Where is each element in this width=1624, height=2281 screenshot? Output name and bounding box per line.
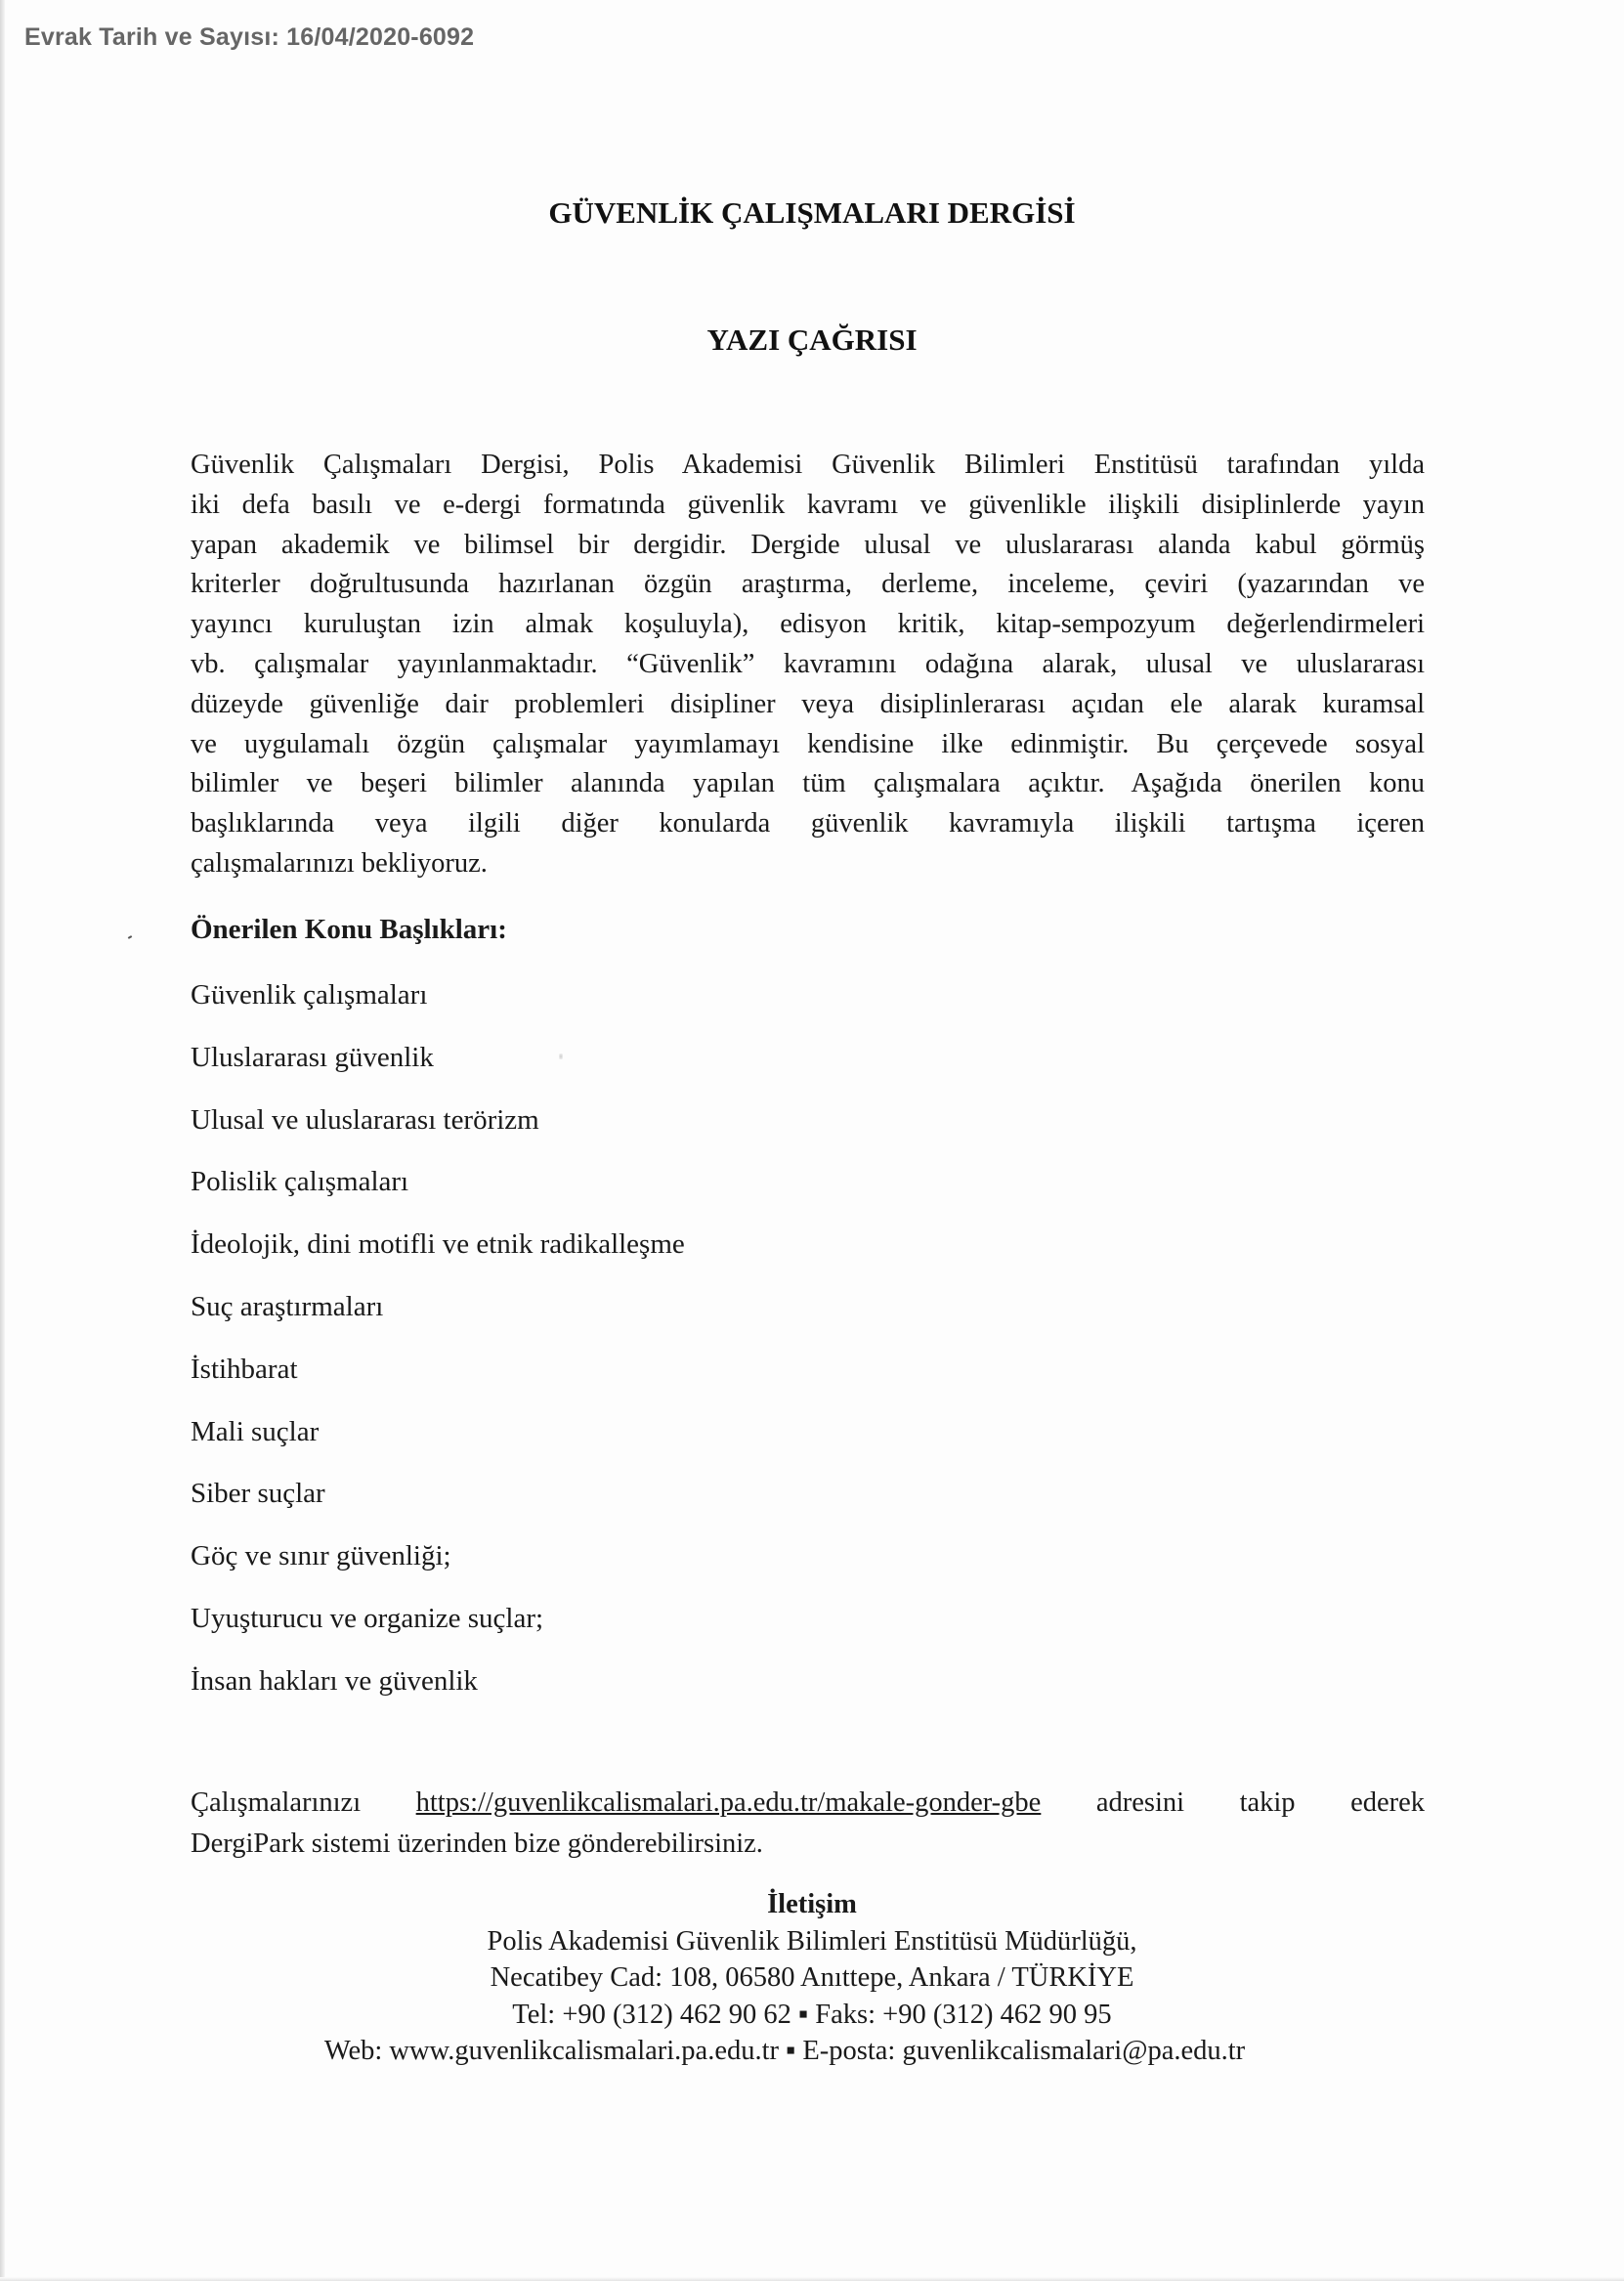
contact-address: Necatibey Cad: 108, 06580 Anıttepe, Ankara / TÜRKİYE <box>490 1962 1134 1993</box>
intro-line: düzeyde güvenliğe dair problemleri disipliner veya disiplinlerarası açıdan ele alarak kuramsal <box>191 688 1425 719</box>
intro-line: vb. çalışmalar yayınlanmaktadır. “Güvenlik” kavramını odağına alarak, ulusal ve uluslararası <box>191 648 1425 679</box>
submission-paragraph <box>191 1783 1425 1865</box>
contact-block <box>0 1886 1624 2070</box>
contact-phone-fax: Tel: +90 (312) 462 90 62 ▪ Faks: +90 (312) 462 90 95 <box>512 1999 1112 2030</box>
suggested-topics-list <box>191 975 685 1724</box>
journal-title: GÜVENLİK ÇALIŞMALARI DERGİSİ <box>548 195 1076 230</box>
submission-line-1 <box>191 1783 1425 1824</box>
topic-item: Uyuşturucu ve organize suçlar; <box>191 1602 544 1634</box>
topic-item: İdeolojik, dini motifli ve etnik radikalleşme <box>191 1228 685 1261</box>
intro-line: bilimler ve beşeri bilimler alanında yapılan tüm çalışmalara açıktır. Aşağıda önerilen konu <box>191 768 1425 799</box>
contact-heading: İletişim <box>767 1889 857 1919</box>
contact-web-email: Web: www.guvenlikcalismalari.pa.edu.tr ▪ E-posta: guvenlikcalismalari@pa.edu.tr <box>323 2036 1246 2066</box>
intro-line: kriterler doğrultusunda hazırlanan özgün araştırma, derleme, inceleme, çeviri (yazarından ve <box>191 569 1425 600</box>
submission-prefix: Çalışmalarınızı <box>191 1787 362 1818</box>
intro-paragraph <box>191 446 1425 884</box>
topic-item: Güvenlik çalışmaları <box>191 979 428 1011</box>
intro-line: yapan akademik ve bilimsel bir dergidir. Dergide ulusal ve uluslararası alanda kabul görmüş <box>191 529 1425 560</box>
topic-item: İnsan hakları ve güvenlik <box>191 1664 478 1697</box>
submission-suffix: adresini takip ederek <box>1095 1787 1426 1818</box>
topic-item: Ulusal ve uluslararası terörizm <box>191 1103 539 1136</box>
topic-item: Polislik çalışmaları <box>191 1166 409 1198</box>
scan-speck <box>559 1054 563 1059</box>
intro-line: iki defa basılı ve e-dergi formatında güvenlik kavramı ve güvenlikle ilişkili disiplinlerde yayın <box>191 489 1425 520</box>
intro-line: çalışmalarınızı bekliyoruz. <box>191 847 488 879</box>
topic-item: Göç ve sınır güvenliği; <box>191 1540 451 1572</box>
topic-item: Suç araştırmaları <box>191 1290 384 1322</box>
intro-line: ve uygulamalı özgün çalışmalar yayımlamayı kendisine ilke edinmiştir. Bu çerçevede sosyal <box>191 728 1425 759</box>
intro-line: başlıklarında veya ilgili diğer konularda güvenlik kavramıyla ilişkili tartışma içeren <box>191 808 1425 839</box>
intro-line: Güvenlik Çalışmaları Dergisi, Polis Akademisi Güvenlik Bilimleri Enstitüsü tarafından yılda <box>191 450 1425 480</box>
topic-item: Siber suçlar <box>191 1478 325 1510</box>
topic-item: Uluslararası güvenlik <box>191 1041 434 1073</box>
call-for-papers-title: YAZI ÇAĞRISI <box>706 323 918 357</box>
document-date-number-stamp: Evrak Tarih ve Sayısı: 16/04/2020-6092 <box>24 23 475 51</box>
topic-item: Mali suçlar <box>191 1415 320 1447</box>
scan-mark <box>128 935 132 939</box>
suggested-topics-heading: Önerilen Konu Başlıkları: <box>191 914 507 945</box>
intro-line: yayıncı kuruluştan izin almak koşuluyla), edisyon kritik, kitap-sempozyum değerlendirmeleri <box>191 609 1425 640</box>
scan-edge-bottom <box>0 2277 1624 2281</box>
submission-link[interactable]: https://guvenlikcalismalari.pa.edu.tr/makale-gonder-gbe <box>415 1787 1042 1818</box>
contact-institution: Polis Akademisi Güvenlik Bilimleri Enstitüsü Müdürlüğü, <box>487 1925 1137 1957</box>
submission-line-2: DergiPark sistemi üzerinden bize gönderebilirsiniz. <box>191 1829 763 1859</box>
topic-item: İstihbarat <box>191 1353 298 1385</box>
